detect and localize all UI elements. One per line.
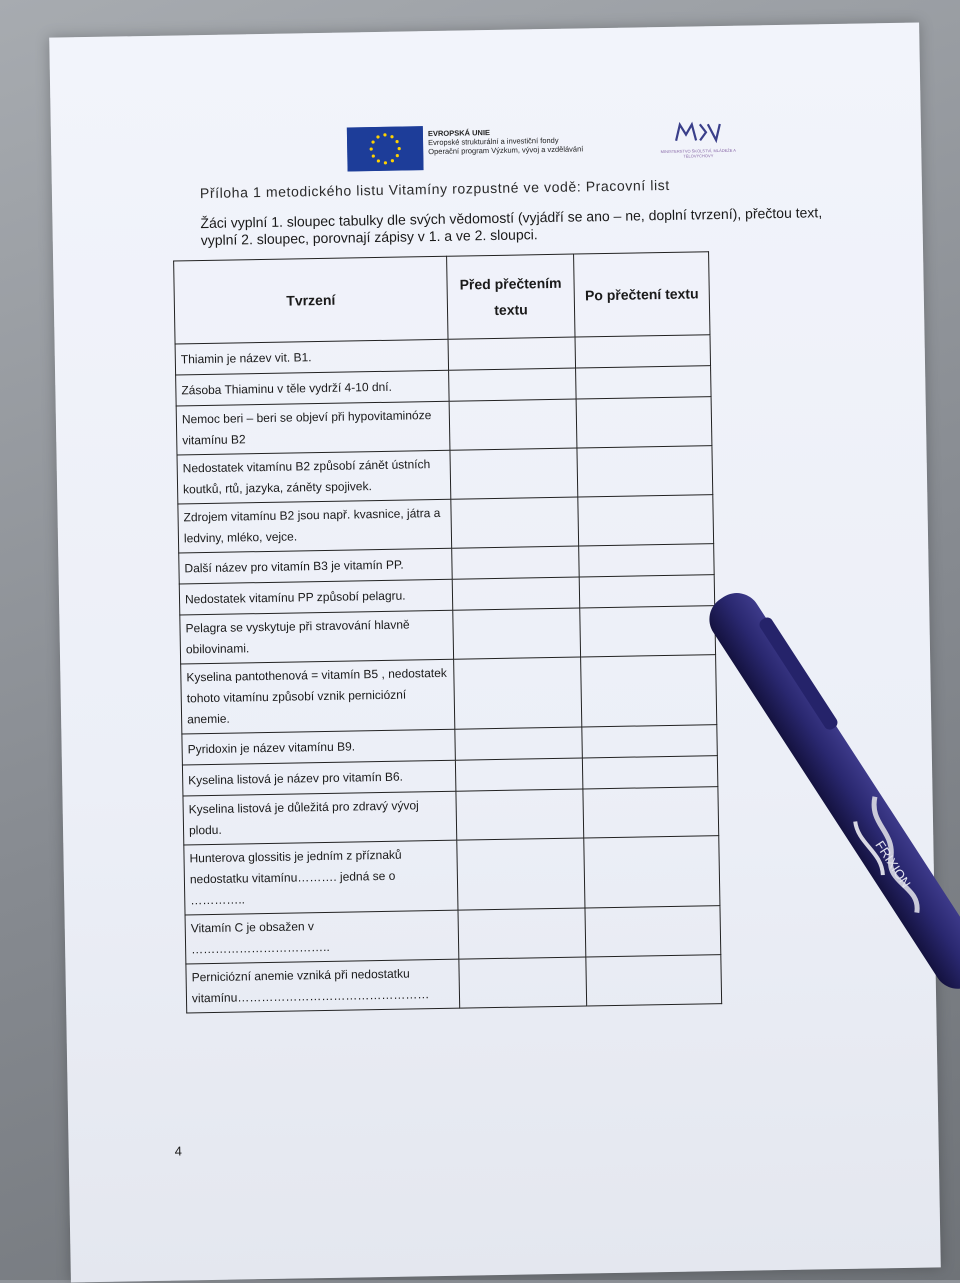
statement-cell: Kyselina pantothenová = vitamín B5 , nedostatek tohoto vitamínu způsobí vznik perniciózní anemie. — [181, 659, 455, 734]
pen-body — [700, 584, 960, 998]
eu-line3: Operační program Výzkum, vývoj a vzdělávání — [428, 144, 584, 157]
statement-cell: Thiamin je název vit. B1. — [175, 339, 448, 375]
statement-cell: Zdrojem vitamínu B2 jsou např. kvasnice, játra a ledviny, mléko, vejce. — [178, 499, 452, 553]
eu-line1: EVROPSKÁ UNIE — [427, 128, 491, 139]
page-number: 4 — [174, 1143, 183, 1159]
header-before-reading: Před přečtením textu — [447, 254, 575, 339]
statement-cell: Nedostatek vitamínu PP způsobí pelagru. — [179, 579, 452, 615]
statement-cell: Kyselina listová je důležitá pro zdravý vývoj plodu. — [183, 791, 457, 845]
statement-cell: Zásoba Thiaminu v těle vydrží 4-10 dní. — [176, 370, 449, 406]
header-statement: Tvrzení — [174, 256, 448, 344]
statement-cell: Perniciózní anemie vzniká při nedostatku vitamínu………………………………………… — [186, 959, 460, 1013]
instructions-text: Žáci vyplní 1. sloupec tabulky dle svých vědomostí (vyjádří se ano – ne, doplní tvrzení), přečtou text, vyplní 2. sloupec, porovnají zápisy v 1. a ve 2. sloupci. — [200, 204, 823, 249]
msmt-logo-text: MINISTERSTVO ŠKOLSTVÍ, MLÁDEŽE A TĚLOVÝCHOVY — [660, 147, 736, 159]
statement-cell: Další název pro vitamín B3 je vitamín PP. — [179, 548, 452, 584]
statement-cell: Hunterova glossitis je jedním z příznaků nedostatku vitamínu………. jedná se o ………….. — [184, 840, 458, 915]
header-after-reading: Po přečtení textu — [574, 252, 710, 337]
statement-cell: Pyridoxin je název vitamínu B9. — [182, 729, 455, 765]
statement-cell: Pelagra se vyskytuje při stravování hlavně obilovinami. — [180, 610, 454, 664]
worksheet-heading: Příloha 1 metodického listu Vitamíny rozpustné ve vodě: Pracovní list — [199, 176, 670, 202]
statement-cell: Vitamín C je obsažen v …………………………….. — [185, 910, 459, 964]
eu-line2: Evropské strukturální a investiční fondy — [428, 135, 559, 148]
statement-cell: Nemoc beri – beri se objeví při hypovitaminóze vitamínu B2 — [176, 401, 450, 455]
statement-cell: Nedostatek vitamínu B2 způsobí zánět ústních koutků, rtů, jazyka, záněty spojivek. — [177, 450, 451, 504]
statement-cell: Kyselina listová je název pro vitamín B6. — [182, 760, 455, 796]
pen-brand: FRIXION — [872, 837, 914, 891]
